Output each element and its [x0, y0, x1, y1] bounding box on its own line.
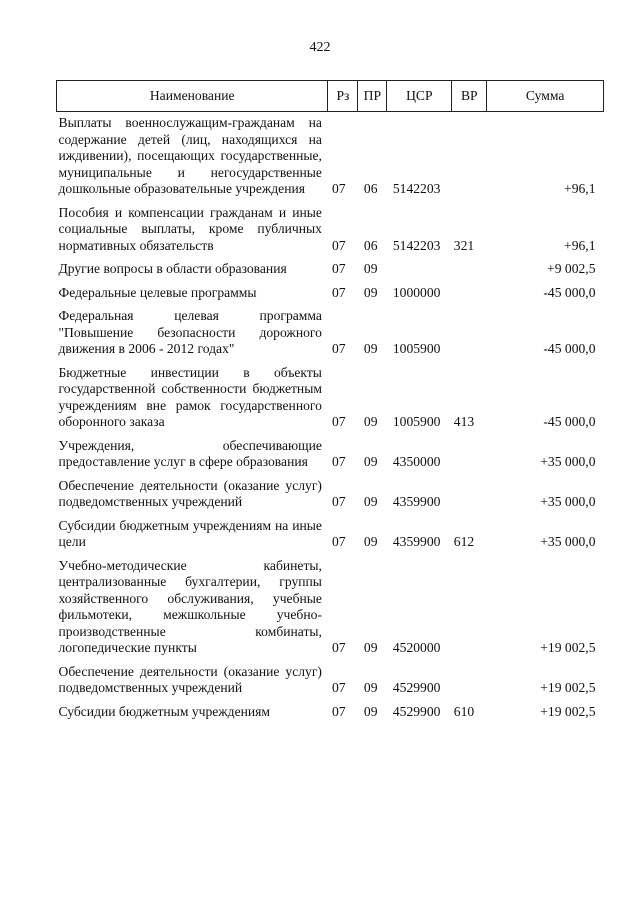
- cell-rz: 07: [331, 181, 346, 196]
- cell-vr: [452, 305, 487, 362]
- cell-rz: 07: [331, 284, 346, 300]
- cell-pr: 09: [363, 284, 378, 300]
- cell-name: Пособия и компенсации гражданам и иные социальные выплаты, кроме публичных нормативных обязательств: [58, 204, 322, 253]
- cell-rz: 07: [331, 703, 346, 719]
- cell-csr: 4520000: [392, 640, 441, 655]
- header-name: Наименование: [57, 81, 328, 112]
- cell-vr: [452, 112, 487, 202]
- cell-pr: 09: [363, 341, 378, 356]
- cell-sum: -45 000,0: [543, 341, 596, 356]
- cell-vr: [452, 435, 487, 475]
- header-pr: ПР: [358, 81, 387, 112]
- cell-rz: 07: [331, 534, 346, 549]
- table-row: [57, 515, 604, 555]
- cell-vr: 413: [453, 414, 475, 429]
- cell-rz: 07: [331, 414, 346, 429]
- table-header: [57, 81, 604, 112]
- cell-sum: +35 000,0: [540, 534, 596, 549]
- cell-rz: 07: [331, 341, 346, 356]
- cell-sum: -45 000,0: [543, 284, 596, 300]
- cell-name: Федеральные целевые программы: [58, 284, 257, 300]
- cell-vr: [452, 555, 487, 661]
- cell-sum: +96,1: [564, 237, 596, 253]
- cell-rz: 07: [331, 237, 346, 253]
- cell-vr: 612: [453, 534, 475, 549]
- cell-name: Учреждения, обеспечивающие предоставление услуг в сфере образования: [58, 437, 322, 469]
- cell-pr: 06: [363, 237, 378, 253]
- cell-pr: 09: [363, 454, 378, 469]
- cell-pr: 09: [363, 414, 378, 429]
- cell-name: Субсидии бюджетным учреждениям на иные цели: [58, 517, 322, 549]
- cell-vr: [452, 475, 487, 515]
- cell-rz: 07: [331, 680, 346, 695]
- cell-name: Учебно-методические кабинеты, централизованные бухгалтерии, группы хозяйственного обслуживания, учебные фильмотеки, межшкольные учебно-производственные комбинаты, логопедические пункты: [58, 557, 322, 655]
- cell-pr: 09: [363, 680, 378, 695]
- cell-csr: [387, 258, 452, 282]
- cell-csr: 4529900: [392, 703, 441, 719]
- cell-sum: +19 002,5: [540, 640, 596, 655]
- cell-pr: 09: [363, 261, 378, 276]
- cell-sum: +9 002,5: [547, 261, 596, 276]
- cell-name: Обеспечение деятельности (оказание услуг) подведомственных учреждений: [58, 663, 322, 695]
- table-row: [57, 362, 604, 435]
- cell-sum: +96,1: [564, 181, 596, 196]
- cell-pr: 09: [363, 640, 378, 655]
- cell-name: Обеспечение деятельности (оказание услуг) подведомственных учреждений: [58, 477, 322, 509]
- table-row: [57, 202, 604, 259]
- cell-vr: 321: [453, 237, 475, 253]
- table-row: [57, 661, 604, 701]
- table-row: [57, 555, 604, 661]
- header-sum: Сумма: [487, 81, 604, 112]
- table-row: [57, 305, 604, 362]
- cell-csr: 4359900: [392, 534, 441, 549]
- cell-sum: +19 002,5: [540, 703, 596, 719]
- cell-sum: +35 000,0: [540, 454, 596, 469]
- cell-pr: 09: [363, 703, 378, 719]
- cell-pr: 09: [363, 494, 378, 509]
- cell-csr: 4350000: [392, 454, 441, 469]
- header-vr: ВР: [452, 81, 487, 112]
- table-row: [57, 701, 604, 725]
- table-row: [57, 282, 604, 306]
- cell-sum: +19 002,5: [540, 680, 596, 695]
- cell-csr: 1005900: [392, 341, 441, 356]
- cell-vr: [452, 282, 487, 306]
- header-csr: ЦСР: [387, 81, 452, 112]
- header-row: [57, 81, 604, 112]
- cell-name: Выплаты военнослужащим-гражданам на содержание детей (лиц, находящихся на иждивении), посещающих государственные, муниципальные и негосударственные дошкольные образовательные учреждения: [58, 115, 322, 196]
- table-row: [57, 475, 604, 515]
- cell-vr: [452, 258, 487, 282]
- budget-table: [56, 80, 604, 724]
- cell-csr: 5142203: [392, 237, 441, 253]
- table-body: [57, 112, 604, 725]
- table-row: [57, 258, 604, 282]
- cell-name: Субсидии бюджетным учреждениям: [58, 703, 271, 719]
- cell-csr: 1000000: [392, 284, 441, 300]
- cell-rz: 07: [331, 494, 346, 509]
- cell-name: Бюджетные инвестиции в объекты государственной собственности бюджетным учреждениям вне рамок государственного оборонного заказа: [58, 364, 322, 429]
- cell-pr: 09: [363, 534, 378, 549]
- cell-vr: 610: [453, 703, 475, 719]
- cell-pr: 06: [363, 181, 378, 196]
- table-row: [57, 435, 604, 475]
- cell-sum: +35 000,0: [540, 494, 596, 509]
- cell-csr: 5142203: [392, 181, 441, 196]
- cell-rz: 07: [331, 454, 346, 469]
- cell-csr: 1005900: [392, 414, 441, 429]
- cell-csr: 4359900: [392, 494, 441, 509]
- cell-rz: 07: [331, 261, 346, 276]
- cell-rz: 07: [331, 640, 346, 655]
- cell-name: Другие вопросы в области образования: [58, 261, 287, 276]
- page-number: 422: [309, 40, 331, 55]
- cell-name: Федеральная целевая программа "Повышение безопасности дорожного движения в 2006 - 2012 годах": [58, 308, 322, 356]
- cell-csr: 4529900: [392, 680, 441, 695]
- header-rz: Рз: [328, 81, 358, 112]
- cell-sum: -45 000,0: [543, 414, 596, 429]
- table-row: [57, 112, 604, 202]
- cell-vr: [452, 661, 487, 701]
